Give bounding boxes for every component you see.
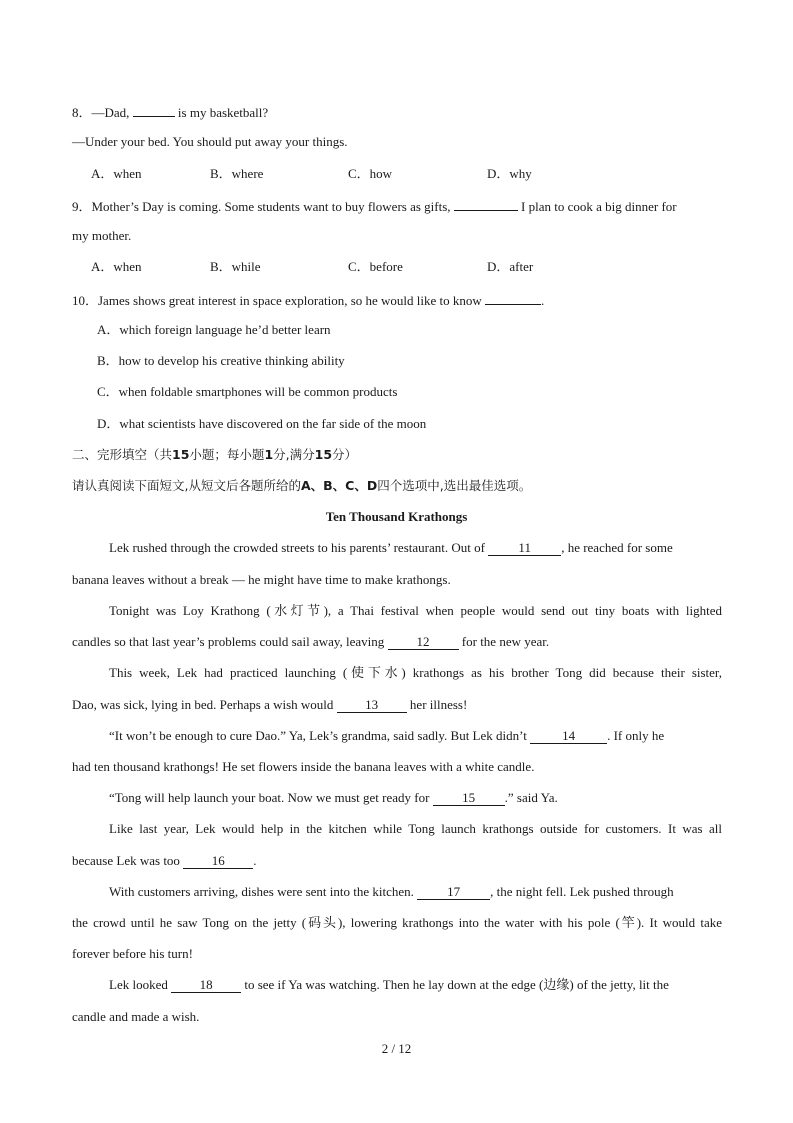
q9-stem: 9．Mother’s Day is coming. Some students want to buy flowers as gifts, I plan to cook a big dinner for: [72, 199, 677, 214]
passage-line: Tonight was Loy Krathong (水灯节), a Thai festival when people would send out tiny boats with lighted: [109, 603, 722, 618]
answer-blank: [454, 197, 518, 211]
passage-line: “Tong will help launch your boat. Now we must get ready for 15 .” said Ya.: [109, 790, 558, 805]
passage-line: This week, Lek had practiced launching (使下水) krathongs as his brother Tong did because their sister,: [109, 665, 722, 680]
q10-option-a: A．which foreign language he’d better learn: [97, 322, 331, 337]
passage-line: Lek rushed through the crowded streets to his parents’ restaurant. Out of 11 , he reached for some: [109, 540, 673, 555]
answer-blank: [133, 103, 175, 117]
cloze-blank-13: 13: [337, 698, 407, 713]
passage-line: Dao, was sick, lying in bed. Perhaps a wish would 13 her illness!: [72, 697, 468, 712]
cloze-blank-18: 18: [171, 978, 241, 993]
q10-option-c: C．when foldable smartphones will be common products: [97, 384, 398, 399]
q8-option-b: B．where: [210, 166, 264, 181]
q10-option-b: B．how to develop his creative thinking ability: [97, 353, 345, 368]
q9-stem-cont: my mother.: [72, 228, 132, 243]
passage-line: With customers arriving, dishes were sent into the kitchen. 17 , the night fell. Lek pushed through: [109, 884, 674, 899]
q9-option-c: C．before: [348, 259, 403, 274]
q10-option-d: D．what scientists have discovered on the far side of the moon: [97, 416, 427, 431]
section-instruction: 请认真阅读下面短文,从短文后各题所给的A、B、C、D四个选项中,选出最佳选项。: [72, 478, 532, 493]
cloze-blank-15: 15: [433, 791, 505, 806]
cloze-blank-14: 14: [530, 729, 607, 744]
q9-option-d: D．after: [487, 259, 534, 274]
passage-title: Ten Thousand Krathongs: [325, 509, 468, 524]
answer-blank: [485, 291, 541, 305]
passage-line: because Lek was too 16 .: [72, 853, 257, 868]
passage-line: candle and made a wish.: [72, 1009, 200, 1024]
q8-option-c: C．how: [348, 166, 393, 181]
q8-reply: —Under your bed. You should put away your things.: [72, 134, 348, 149]
passage-line: banana leaves without a break — he might have time to make krathongs.: [72, 572, 451, 587]
q8-stem: 8．—Dad, is my basketball?: [72, 105, 269, 120]
page-number: 2 / 12: [381, 1041, 412, 1056]
cloze-blank-17: 17: [417, 885, 490, 900]
q8-option-d: D．why: [487, 166, 532, 181]
passage-line: Like last year, Lek would help in the kitchen while Tong launch krathongs outside for customers. It was all: [109, 821, 722, 836]
cloze-blank-11: 11: [488, 541, 561, 556]
passage-line: “It won’t be enough to cure Dao.” Ya, Lek’s grandma, said sadly. But Lek didn’t 14 . If only he: [109, 728, 665, 743]
passage-line: candles so that last year’s problems could sail away, leaving 12 for the new year.: [72, 634, 550, 649]
section-heading: 二、完形填空（共15小题；每小题1分,满分15分）: [72, 447, 358, 462]
q10-stem: 10．James shows great interest in space exploration, so he would like to know .: [72, 293, 545, 308]
q8-option-a: A．when: [91, 166, 142, 181]
passage-line: had ten thousand krathongs! He set flowers inside the banana leaves with a white candle.: [72, 759, 535, 774]
cloze-blank-12: 12: [388, 635, 459, 650]
passage-line: forever before his turn!: [72, 946, 193, 961]
cloze-blank-16: 16: [183, 854, 253, 869]
q9-option-a: A．when: [91, 259, 142, 274]
passage-line: the crowd until he saw Tong on the jetty (码头), lowering krathongs into the water with his pole (竿). It would take: [72, 915, 722, 930]
passage-line: Lek looked 18 to see if Ya was watching. Then he lay down at the edge (边缘) of the jetty, lit the: [109, 977, 669, 992]
q9-option-b: B．while: [210, 259, 261, 274]
